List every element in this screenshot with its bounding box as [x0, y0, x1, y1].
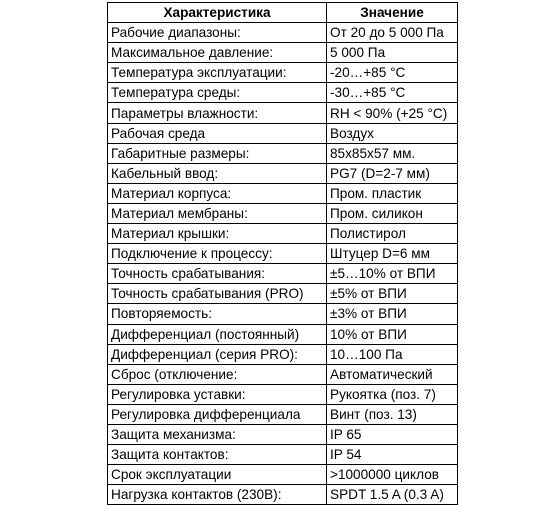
characteristic-cell: Регулировка уставки: [108, 384, 327, 404]
characteristic-cell: Параметры влажности: [108, 103, 327, 123]
table-row [108, 404, 458, 424]
value-cell: Пром. пластик [327, 183, 458, 203]
table-row [108, 485, 458, 505]
table-row [108, 224, 458, 244]
value-cell: RH < 90% (+25 °C) [327, 103, 458, 123]
characteristic-cell: Нагрузка контактов (230В): [108, 485, 327, 505]
value-cell: ±3% от ВПИ [327, 304, 458, 324]
characteristic-cell: Материал мембраны: [108, 203, 327, 223]
value-cell: 85х85х57 мм. [327, 143, 458, 163]
characteristic-cell: Точность срабатывания (PRO) [108, 284, 327, 304]
value-cell: >1000000 циклов [327, 465, 458, 485]
characteristic-cell: Материал крышки: [108, 224, 327, 244]
value-cell: -20…+85 °C [327, 63, 458, 83]
characteristic-cell: Температура среды: [108, 83, 327, 103]
value-cell: 10% от ВПИ [327, 324, 458, 344]
value-cell: 10…100 Па [327, 344, 458, 364]
table-row [108, 203, 458, 223]
table-row [108, 63, 458, 83]
characteristic-cell: Максимальное давление: [108, 43, 327, 63]
characteristic-cell: Кабельный ввод: [108, 163, 327, 183]
table-row [108, 103, 458, 123]
value-cell: SPDT 1.5 A (0.3 A) [327, 485, 458, 505]
characteristic-cell: Точность срабатывания: [108, 264, 327, 284]
table-row [108, 284, 458, 304]
table-header-row [108, 3, 458, 23]
spec-table [107, 2, 458, 505]
table-row [108, 264, 458, 284]
characteristic-cell: Подключение к процессу: [108, 244, 327, 264]
value-cell: -30…+85 °C [327, 83, 458, 103]
value-cell: Воздух [327, 123, 458, 143]
characteristic-cell: Защита механизма: [108, 424, 327, 444]
table-row [108, 143, 458, 163]
value-cell: Полистирол [327, 224, 458, 244]
header-value: Значение [327, 3, 458, 23]
value-cell: Пром. силикон [327, 203, 458, 223]
characteristic-cell: Защита контактов: [108, 445, 327, 465]
characteristic-cell: Габаритные размеры: [108, 143, 327, 163]
characteristic-cell: Дифференциал (постоянный) [108, 324, 327, 344]
table-row [108, 304, 458, 324]
header-characteristic: Характеристика [108, 3, 327, 23]
value-cell: IP 54 [327, 445, 458, 465]
table-row [108, 43, 458, 63]
table-row [108, 244, 458, 264]
table-row [108, 424, 458, 444]
table-row [108, 324, 458, 344]
value-cell: Автоматический [327, 364, 458, 384]
table-row [108, 163, 458, 183]
characteristic-cell: Дифференциал (серия PRO): [108, 344, 327, 364]
characteristic-cell: Срок эксплуатации [108, 465, 327, 485]
table-row [108, 445, 458, 465]
characteristic-cell: Температура эксплуатации: [108, 63, 327, 83]
characteristic-cell: Повторяемость: [108, 304, 327, 324]
value-cell: ±5% от ВПИ [327, 284, 458, 304]
table-row [108, 465, 458, 485]
table-row [108, 123, 458, 143]
characteristic-cell: Сброс (отключение: [108, 364, 327, 384]
table-row [108, 384, 458, 404]
table-row [108, 23, 458, 43]
characteristic-cell: Материал корпуса: [108, 183, 327, 203]
value-cell: IP 65 [327, 424, 458, 444]
table-row [108, 344, 458, 364]
value-cell: PG7 (D=2-7 мм) [327, 163, 458, 183]
characteristic-cell: Рабочая среда [108, 123, 327, 143]
table-row [108, 183, 458, 203]
value-cell: Штуцер D=6 мм [327, 244, 458, 264]
value-cell: Рукоятка (поз. 7) [327, 384, 458, 404]
value-cell: 5 000 Па [327, 43, 458, 63]
value-cell: Винт (поз. 13) [327, 404, 458, 424]
table-row [108, 83, 458, 103]
value-cell: ±5…10% от ВПИ [327, 264, 458, 284]
table-row [108, 364, 458, 384]
characteristic-cell: Регулировка дифференциала [108, 404, 327, 424]
characteristic-cell: Рабочие диапазоны: [108, 23, 327, 43]
value-cell: От 20 до 5 000 Па [327, 23, 458, 43]
spec-table-body [108, 23, 458, 505]
